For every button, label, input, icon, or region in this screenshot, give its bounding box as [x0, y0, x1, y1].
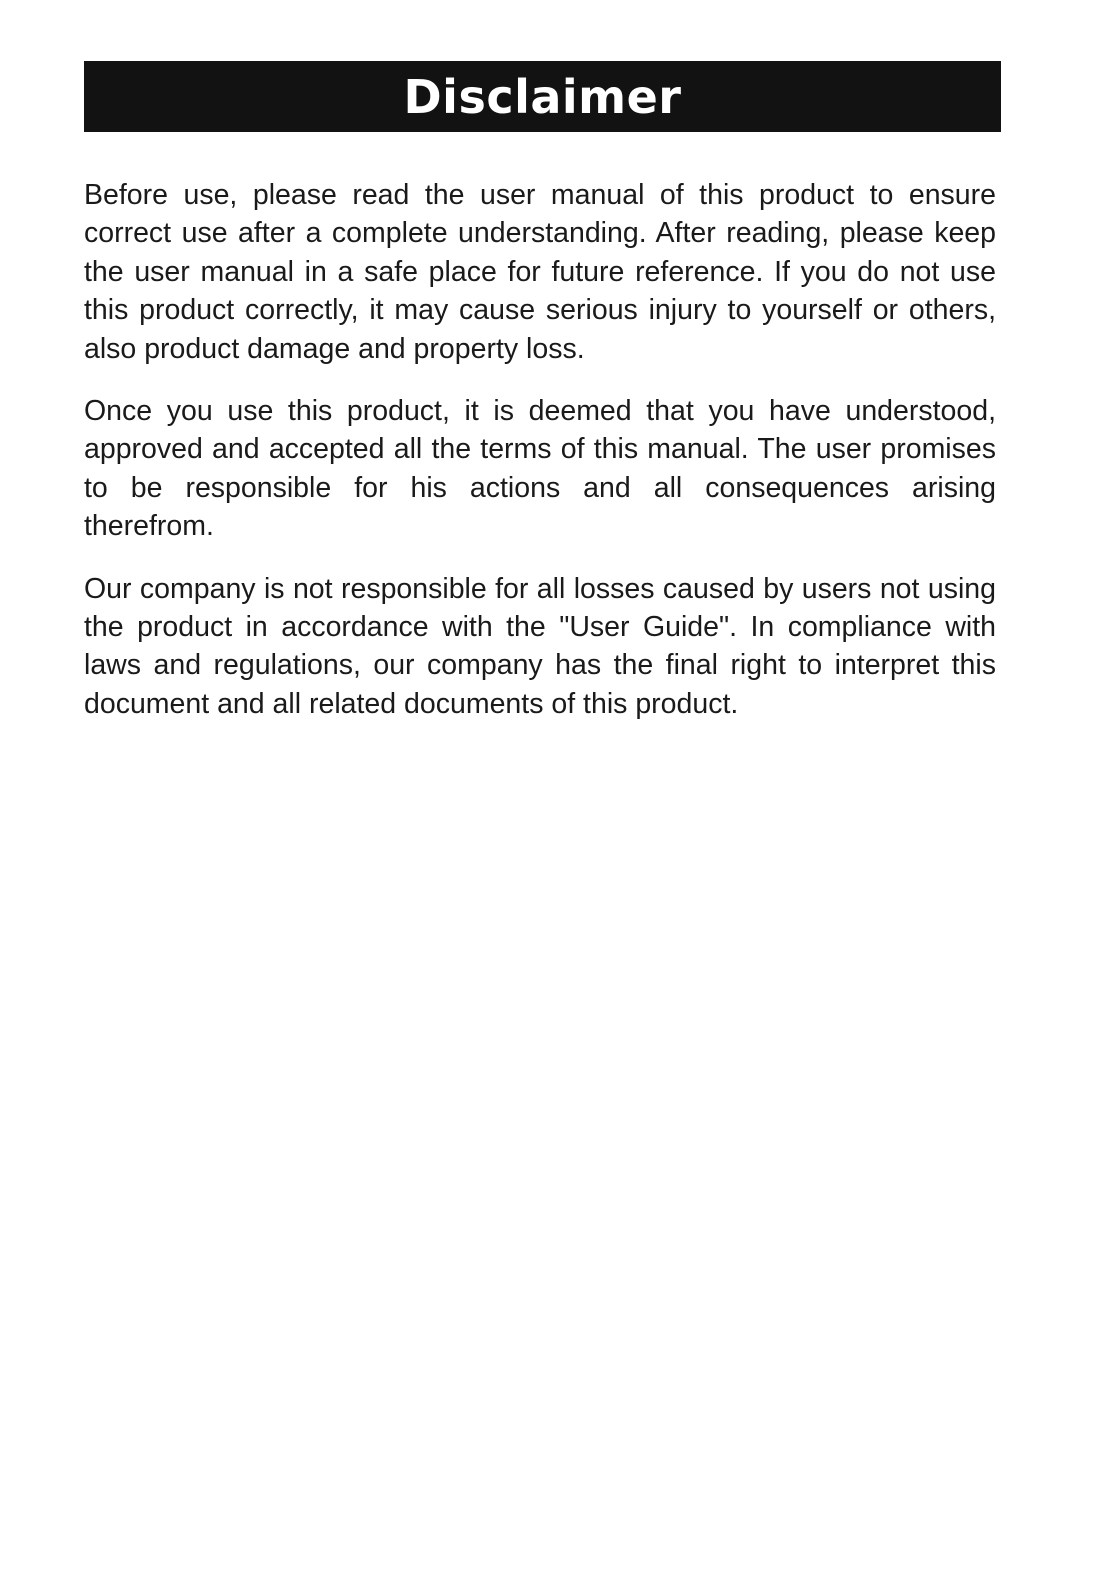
disclaimer-body [84, 176, 996, 723]
paragraph-acceptance: Once you use this product, it is deemed that you have understood, approved and accepted all the terms of this manual. The user promises to be responsible for his actions and all consequences arising therefrom. [84, 395, 996, 543]
disclaimer-page [84, 61, 1001, 747]
page-title: Disclaimer [403, 69, 682, 124]
paragraph-usage-warning: Before use, please read the user manual of this product to ensure correct use after a complete understanding. After reading, please keep the user manual in a safe place for future reference. If you do not use this product correctly, it may cause serious injury to yourself or others, also product damage and property loss. [84, 179, 996, 365]
paragraph-liability: Our company is not responsible for all losses caused by users not using the product in accordance with the "User Guide". In compliance with laws and regulations, our company has the final right to interpret this document and all related documents of this product. [84, 572, 996, 720]
title-banner [84, 61, 1001, 132]
